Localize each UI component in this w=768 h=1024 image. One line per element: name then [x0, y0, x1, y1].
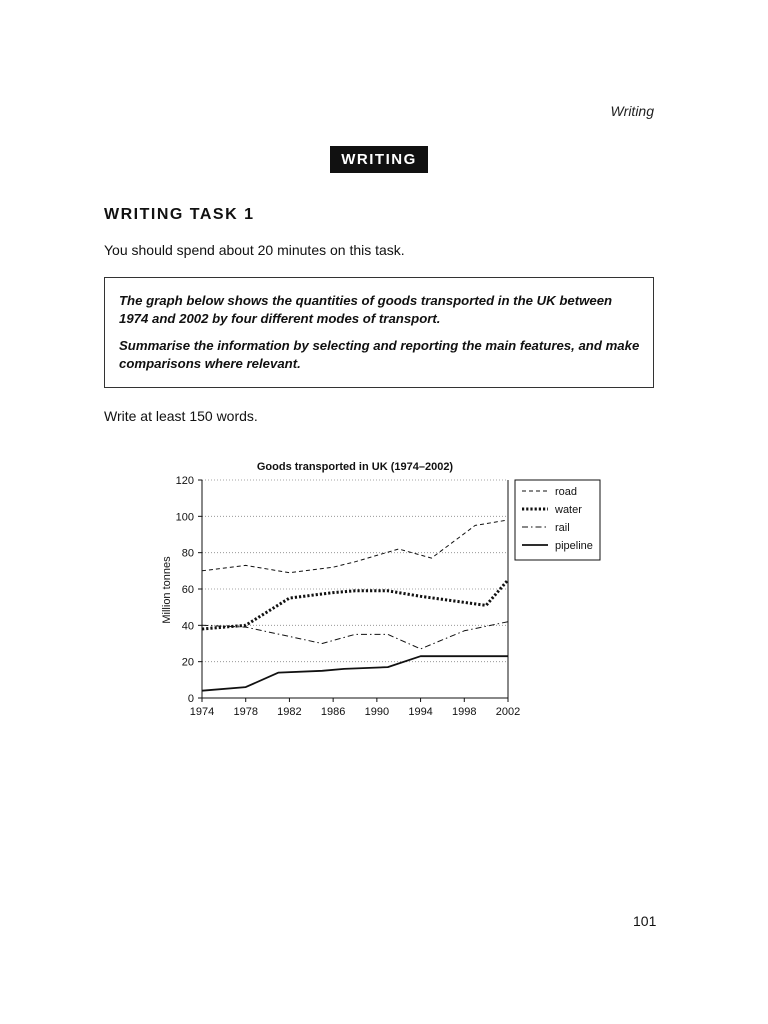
time-instruction: You should spend about 20 minutes on this task.	[104, 242, 405, 258]
y-tick-label: 80	[181, 547, 194, 560]
task-heading: WRITING TASK 1	[104, 206, 255, 223]
x-tick-label: 1978	[233, 706, 258, 718]
y-tick-label: 100	[175, 511, 194, 524]
series-line-water	[202, 580, 508, 629]
x-tick-label: 1974	[189, 706, 215, 718]
page-number: 101	[633, 913, 657, 929]
series-line-road	[202, 520, 508, 573]
task-box	[104, 277, 654, 388]
x-tick-label: 1990	[364, 706, 390, 718]
x-tick-label: 1986	[320, 706, 346, 718]
x-tick-label: 2002	[495, 706, 521, 718]
y-tick-label: 0	[187, 693, 194, 705]
y-axis-label: Million tonnes	[161, 556, 173, 624]
x-tick-label: 1994	[408, 706, 433, 718]
x-tick-label: 1998	[452, 706, 477, 718]
running-head: Writing	[610, 103, 654, 119]
word-count-instruction: Write at least 150 words.	[104, 408, 258, 424]
legend-label-rail: rail	[555, 522, 570, 534]
line-chart	[150, 455, 610, 730]
section-banner: WRITING	[330, 146, 428, 173]
series-line-rail	[202, 622, 508, 649]
task-description: The graph below shows the quantities of goods transported in the UK between 1974 and 2002 by four different modes of transport.	[119, 293, 613, 326]
y-tick-label: 20	[181, 656, 194, 669]
chart-title: Goods transported in UK (1974–2002)	[256, 461, 454, 473]
y-tick-label: 40	[181, 620, 194, 633]
legend-label-water: water	[555, 504, 582, 516]
y-tick-label: 60	[181, 584, 194, 596]
x-tick-label: 1982	[277, 706, 302, 718]
legend-label-pipeline: pipeline	[555, 540, 593, 552]
legend-label-road: road	[555, 486, 578, 498]
task-instruction: Summarise the information by selecting and reporting the main features, and make comparisons where relevant.	[119, 338, 640, 371]
y-tick-label: 120	[175, 475, 194, 487]
